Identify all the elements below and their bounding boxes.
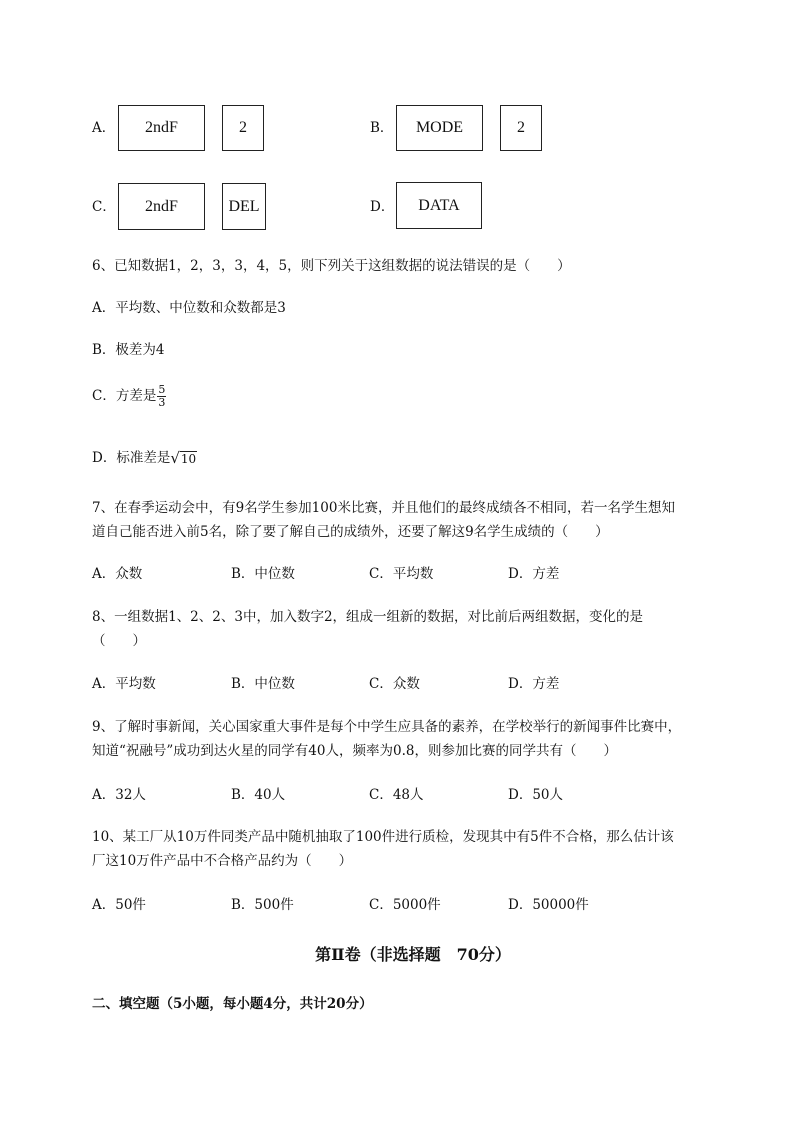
radical-sign-icon: √ (170, 449, 180, 467)
q7-option-c: C．平均数 (369, 566, 434, 582)
q8-option-d: D．方差 (508, 676, 560, 692)
q8-stem-line1: 8、一组数据1、2、2、3中，加入数字2，组成一组新的数据，对比前后两组数据，变化的是 (92, 609, 644, 625)
q5-option-b-label: B． (370, 120, 394, 136)
key-mode: MODE (396, 105, 483, 151)
q7-option-b: B．中位数 (231, 566, 295, 582)
q6-option-c-prefix: C．方差是 (92, 388, 157, 404)
part-two-heading: 二、填空题（5小题，每小题4分，共计20分） (92, 996, 373, 1012)
fraction-numerator: 5 (158, 383, 166, 396)
key-2ndf: 2ndF (118, 105, 205, 151)
key-2ndf: 2ndF (118, 183, 205, 230)
q7-stem-line1: 7、在春季运动会中，有9名学生参加100米比赛，并且他们的最终成绩各不相同，若一名学生想知 (92, 500, 675, 516)
q6-option-a: A．平均数、中位数和众数都是3 (92, 300, 286, 316)
q6-stem: 6、已知数据1，2，3，3，4，5，则下列关于这组数据的说法错误的是（ ） (92, 258, 571, 274)
q6-option-d (92, 448, 197, 469)
q5-option-c-label: C． (92, 199, 116, 215)
q10-stem-line1: 10、某工厂从10万件同类产品中随机抽取了100件进行质检，发现其中有5件不合格，那么估计该 (92, 829, 674, 845)
radicand: 10 (180, 452, 197, 466)
q10-stem-line2: 厂这10万件产品中不合格产品约为（ ） (92, 853, 353, 869)
fraction-denominator: 3 (158, 396, 166, 409)
q8-option-b: B．中位数 (231, 676, 295, 692)
q6-option-c (92, 384, 166, 409)
q9-option-d: D．50人 (508, 787, 564, 803)
key-data: DATA (396, 182, 482, 229)
square-root (170, 448, 197, 469)
q9-option-b: B．40人 (231, 787, 286, 803)
fraction (157, 384, 166, 409)
key-2: 2 (222, 105, 264, 151)
q9-stem-line2: 知道“祝融号”成功到达火星的同学有40人，频率为0.8，则参加比赛的同学共有（ ） (92, 743, 617, 759)
q7-option-d: D．方差 (508, 566, 560, 582)
q10-option-a: A．50件 (92, 897, 146, 913)
q6-option-b: B．极差为4 (92, 342, 165, 358)
key-2: 2 (500, 105, 542, 151)
q6-option-d-prefix: D．标准差是 (92, 450, 171, 466)
q9-option-c: C．48人 (369, 787, 424, 803)
key-del: DEL (222, 183, 266, 230)
q9-option-a: A．32人 (92, 787, 146, 803)
q10-option-d: D．50000件 (508, 897, 589, 913)
q7-option-a: A．众数 (92, 566, 143, 582)
q8-option-c: C．众数 (369, 676, 420, 692)
q8-option-a: A．平均数 (92, 676, 156, 692)
q10-option-b: B．500件 (231, 897, 294, 913)
q7-stem-line2: 道自己能否进入前5名，除了要了解自己的成绩外，还要了解这9名学生成绩的（ ） (92, 524, 609, 540)
q5-option-d-label: D． (370, 199, 395, 215)
q5-option-a-label: A． (92, 120, 116, 136)
q9-stem-line1: 9、了解时事新闻，关心国家重大事件是每个中学生应具备的素养，在学校举行的新闻事件比赛中， (92, 719, 682, 735)
q8-stem-line2: （ ） (92, 633, 146, 649)
section-ii-title: 第Ⅱ卷（非选择题 70分） (315, 945, 511, 964)
q10-option-c: C．5000件 (369, 897, 441, 913)
